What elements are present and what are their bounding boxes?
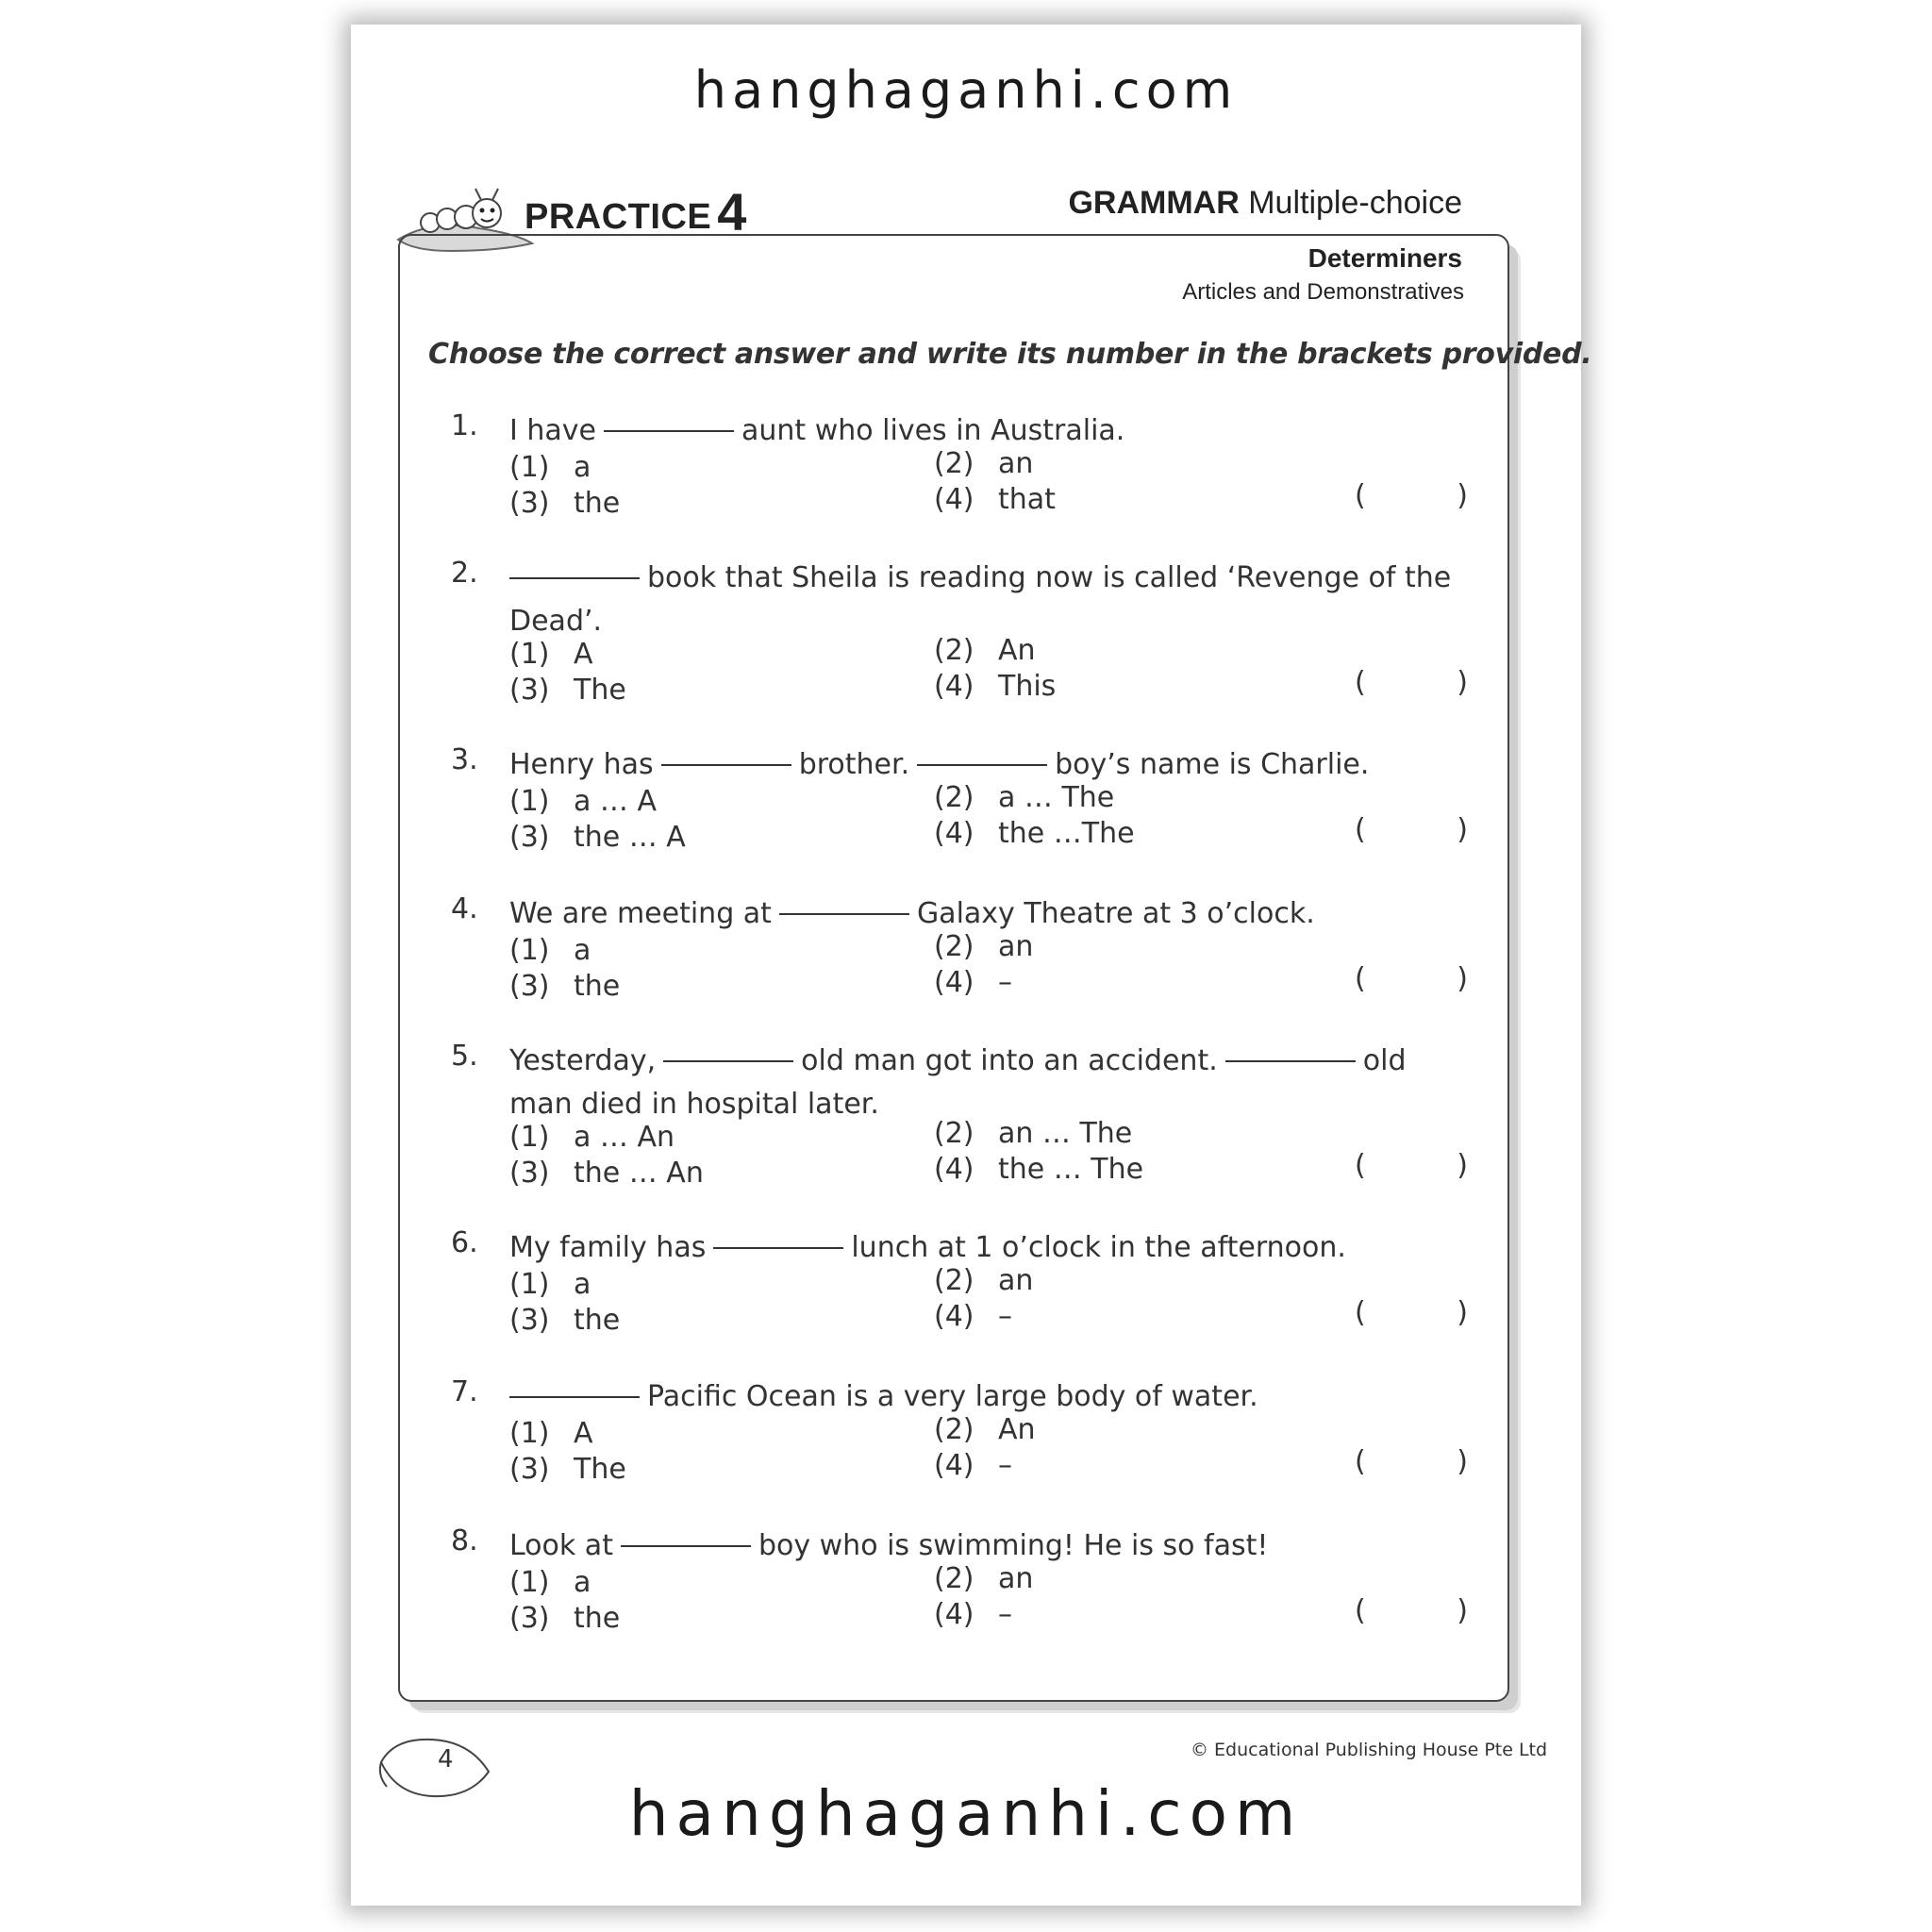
subtopic-title: Articles and Demonstratives [1182,279,1464,305]
option-4: (4) that [934,483,1056,516]
option-3: (3) the [509,487,621,520]
watermark-bottom: hanghaganhi.com [628,1777,1304,1850]
option-3: (3) the [509,970,621,1003]
option-2: (2) An [934,634,1036,667]
question-number: 5. [451,1040,478,1073]
option-3: (3) The [509,1453,626,1486]
watermark-top: hanghaganhi.com [693,60,1239,120]
answer-brackets[interactable]: ( ) [1355,813,1468,846]
page-number: 4 [438,1745,454,1774]
option-2: (2) an … The [934,1117,1133,1150]
option-4: (4) – [934,966,1012,999]
option-4: (4) the …The [934,817,1135,850]
question-number: 1. [451,409,478,442]
answer-blank [1225,1060,1356,1062]
option-1: (1) a [509,451,591,484]
answer-brackets[interactable]: ( ) [1355,666,1468,699]
answer-brackets[interactable]: ( ) [1355,1296,1468,1329]
question-number: 8. [451,1524,478,1557]
answer-brackets[interactable]: ( ) [1355,962,1468,995]
question-text: I have aunt who lives in Australia. [509,414,1125,447]
option-1: (1) a [509,934,591,967]
option-4: (4) This [934,670,1057,703]
option-1: (1) a … An [509,1121,675,1154]
option-3: (3) the [509,1304,621,1337]
question-number: 7. [451,1375,478,1408]
copyright-notice: © Educational Publishing House Pte Ltd [1191,1740,1548,1760]
option-2: (2) an [934,447,1034,480]
option-2: (2) an [934,930,1034,963]
instruction-text: Choose the correct answer and write its number in the brackets provided. [428,338,1592,371]
option-1: (1) A [509,638,593,671]
grammar-label: GRAMMAR [1068,185,1240,221]
answer-brackets[interactable]: ( ) [1355,1149,1468,1182]
answer-brackets[interactable]: ( ) [1355,1445,1468,1478]
answer-blank [509,1396,640,1398]
question-text: Pacific Ocean is a very large body of water. [509,1375,1462,1419]
option-3: (3) the [509,1602,621,1635]
answer-blank [917,764,1047,766]
practice-number: 4 [717,182,747,242]
question-number: 3. [451,743,478,776]
option-2: (2) an [934,1264,1034,1297]
question-text: Yesterday, old man got into an accident. old man died in hospital later. [509,1044,1407,1121]
answer-blank [621,1545,751,1547]
question-number: 2. [451,557,478,590]
question-number: 6. [451,1226,478,1259]
answer-blank [779,913,909,915]
option-1: (1) a [509,1566,591,1599]
option-2: (2) an [934,1562,1034,1595]
section-title [1068,185,1462,222]
question-text: book that Sheila is reading now is called ‘Revenge of the Dead’. [509,561,1452,638]
option-3: (3) the … A [509,821,686,854]
question-text: Henry has brother. boy’s name is Charlie. [509,748,1370,781]
answer-brackets[interactable]: ( ) [1355,1594,1468,1627]
option-4: (4) – [934,1300,1012,1333]
answer-blank [661,764,791,766]
question-text: We are meeting at Galaxy Theatre at 3 o’clock. [509,897,1315,930]
question-text: Look at boy who is swimming! He is so fast! [509,1529,1269,1562]
option-1: (1) a … A [509,785,657,818]
answer-brackets[interactable]: ( ) [1355,479,1468,512]
option-2: (2) An [934,1413,1036,1446]
option-4: (4) the … The [934,1153,1144,1186]
practice-label: PRACTICE [525,197,712,237]
option-3: (3) the … An [509,1157,704,1190]
option-2: (2) a … The [934,781,1115,814]
option-4: (4) – [934,1449,1012,1482]
option-1: (1) a [509,1268,591,1301]
answer-blank [509,577,640,579]
option-1: (1) A [509,1417,593,1450]
answer-blank [713,1247,843,1249]
answer-blank [604,430,734,432]
question-type-label: Multiple-choice [1248,185,1462,221]
practice-title [525,179,747,241]
option-4: (4) – [934,1598,1012,1631]
option-3: (3) The [509,674,626,707]
question-text: My family has lunch at 1 o’clock in the afternoon. [509,1231,1346,1264]
topic-title: Determiners [1307,243,1462,273]
question-number: 4. [451,892,478,925]
answer-blank [663,1060,793,1062]
